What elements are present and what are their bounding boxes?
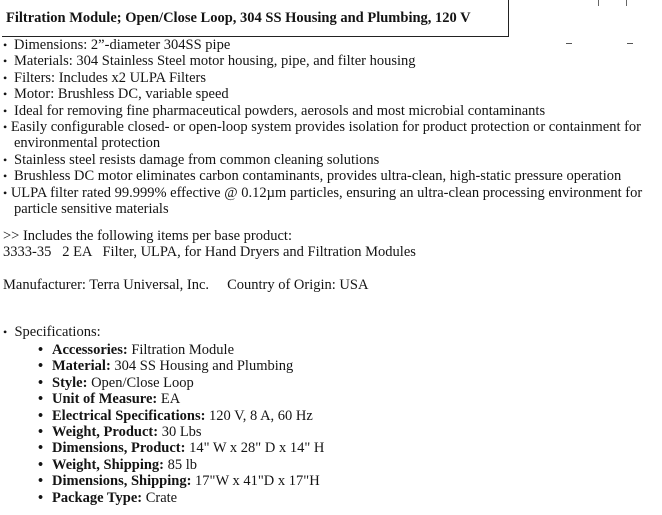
feature-text: Dimensions: 2”-diameter 304SS pipe (14, 37, 231, 53)
feature-item (3, 185, 658, 218)
spec-row (38, 408, 324, 424)
spec-value: 120 V, 8 A, 60 Hz (209, 407, 313, 424)
bullet-icon: • (38, 358, 44, 375)
spec-row (38, 375, 324, 391)
bullet-icon: • (38, 473, 44, 490)
specs-list (38, 342, 324, 506)
manufacturer: Manufacturer: Terra Universal, Inc. (3, 277, 210, 293)
spec-value: EA (160, 391, 181, 408)
bullet-icon: • (3, 54, 8, 69)
spec-row (38, 342, 324, 358)
bullet-icon: • (38, 374, 44, 391)
spec-label: Accessories: (52, 342, 128, 358)
bullet-icon: • (38, 489, 44, 506)
feature-item (3, 103, 658, 119)
feature-item (3, 70, 658, 86)
bullet-icon: • (3, 120, 8, 135)
spec-row (38, 457, 324, 473)
spec-row (38, 391, 324, 407)
feature-item (3, 37, 658, 53)
spec-label: Electrical Specifications: (52, 407, 206, 424)
feature-item (3, 119, 658, 152)
bullet-icon: • (3, 38, 8, 52)
spec-value: 17"W x 41"D x 17"H (195, 473, 320, 490)
bullet-icon: • (3, 87, 8, 102)
feature-text: Easily configurable closed- or open-loop system provides isolation for product protection or containment for environmental protection (10, 119, 642, 152)
scan-mark (598, 0, 599, 6)
spec-row (38, 490, 324, 506)
bullet-icon: • (38, 456, 44, 473)
bullet-icon: • (3, 70, 8, 85)
feature-text: Motor: Brushless DC, variable speed (14, 86, 229, 103)
spec-value: Filtration Module (131, 342, 235, 358)
spec-label: Weight, Product: (52, 424, 159, 441)
feature-item (3, 53, 658, 69)
bullet-icon: • (38, 391, 44, 408)
specs-heading-text: Specifications: (14, 324, 101, 340)
feature-text: Ideal for removing fine pharmaceutical powders, aerosols and most microbial contaminants (14, 102, 546, 119)
spec-label: Dimensions, Product: (52, 440, 186, 457)
spec-value: 30 Lbs (161, 424, 202, 441)
feature-item (3, 152, 658, 168)
bullet-icon: • (38, 342, 44, 358)
feature-text: Stainless steel resists damage from common cleaning solutions (14, 151, 380, 168)
spec-row (38, 358, 324, 374)
spec-label: Unit of Measure: (52, 391, 158, 408)
specs-heading (3, 324, 101, 340)
includes-line: >> Includes the following items per base product: (3, 228, 292, 244)
spec-row (38, 440, 324, 456)
spec-label: Style: (52, 374, 88, 391)
bullet-icon: • (38, 407, 44, 424)
feature-text: Materials: 304 Stainless Steel motor housing, pipe, and filter housing (14, 53, 416, 70)
manufacturer-line (3, 277, 368, 293)
spec-label: Weight, Shipping: (52, 456, 165, 473)
bullet-icon: • (38, 440, 44, 457)
page-title: Filtration Module; Open/Close Loop, 304 SS Housing and Plumbing, 120 V (6, 10, 471, 26)
feature-text: ULPA filter rated 99.999% effective @ 0.12µm particles, ensuring an ultra-clean processing environment for particle sensitive materials (10, 184, 643, 218)
feature-item (3, 168, 658, 184)
scan-mark (626, 0, 627, 6)
title-box (2, 0, 509, 37)
included-item: 3333-35 2 EA Filter, ULPA, for Hand Dryers and Filtration Modules (3, 244, 416, 260)
bullet-icon: • (3, 325, 8, 339)
spec-value: 304 SS Housing and Plumbing (114, 358, 294, 375)
spec-label: Package Type: (52, 489, 143, 506)
spec-value: 85 lb (167, 456, 198, 473)
feature-text: Brushless DC motor eliminates carbon contaminants, provides ultra-clean, high-static pressure operation (14, 168, 622, 185)
feature-list (3, 37, 658, 217)
spec-value: Crate (145, 489, 178, 506)
spec-value: Open/Close Loop (91, 374, 194, 391)
spec-row (38, 424, 324, 440)
feature-text: Filters: Includes x2 ULPA Filters (14, 69, 206, 86)
bullet-icon: • (3, 185, 8, 200)
bullet-icon: • (38, 424, 44, 441)
bullet-icon: • (3, 152, 8, 167)
spec-value: 14" W x 28" D x 14" H (189, 440, 325, 457)
spec-label: Dimensions, Shipping: (52, 473, 192, 490)
spec-row (38, 473, 324, 489)
spec-label: Material: (52, 358, 111, 375)
bullet-icon: • (3, 169, 8, 184)
feature-item (3, 86, 658, 102)
country-of-origin: Country of Origin: USA (227, 277, 369, 293)
bullet-icon: • (3, 103, 8, 118)
